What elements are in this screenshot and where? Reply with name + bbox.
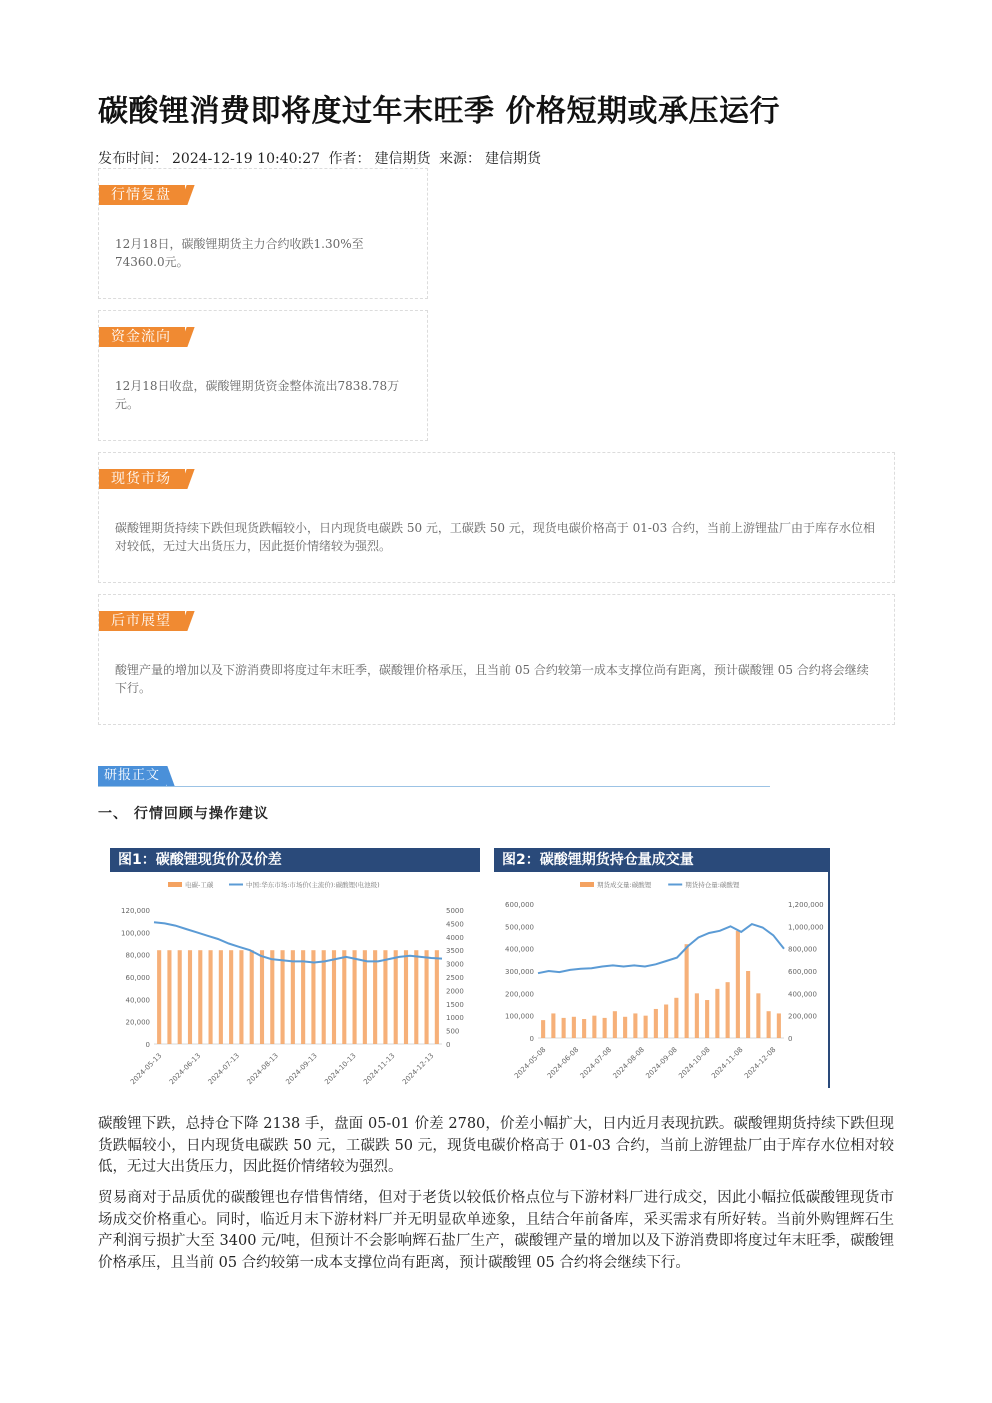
legend-swatch [168, 882, 182, 887]
x-tick-label: 2024-11-08 [710, 1045, 745, 1081]
chart-title: 图2：碳酸锂期货持仓量成交量 [494, 848, 830, 872]
x-tick-label: 2024-12-08 [742, 1045, 778, 1081]
subheading: 一、 行情回顾与操作建议 [98, 806, 269, 822]
bar [383, 950, 387, 1044]
y-left-tick-label: 100,000 [121, 929, 150, 938]
y-right-tick-label: 600,000 [788, 968, 817, 976]
y-right-tick-label: 800,000 [788, 945, 817, 954]
x-tick-label: 2024-09-13 [284, 1051, 319, 1087]
bar [572, 1017, 576, 1038]
legend-swatch [580, 882, 594, 887]
card-tag: 现货市场 [99, 469, 185, 489]
card-tag: 资金流向 [99, 327, 185, 347]
chart-spot-price [110, 848, 480, 1088]
author-label: 作者： [328, 151, 371, 167]
bar [188, 950, 192, 1044]
bar [746, 971, 750, 1038]
bar [250, 950, 254, 1044]
y-left-tick-label: 0 [529, 1035, 534, 1043]
bar [311, 950, 315, 1044]
bar [425, 950, 429, 1044]
x-tick-label: 2024-06-08 [545, 1045, 581, 1081]
bar [767, 1011, 771, 1038]
x-tick-label: 2024-10-08 [677, 1045, 712, 1081]
bar [756, 993, 760, 1038]
y-left-tick-label: 500,000 [505, 923, 534, 932]
y-right-tick-label: 3000 [446, 960, 464, 969]
source: 建信期货 [484, 151, 541, 167]
bar [281, 950, 285, 1044]
source-label: 来源： [438, 151, 481, 167]
bar [404, 950, 408, 1044]
y-right-tick-label: 500 [446, 1027, 460, 1036]
card-text: 12月18日，碳酸锂期货主力合约收跌1.30%至74360.0元。 [115, 237, 364, 269]
bar [342, 950, 346, 1044]
bar [664, 1005, 668, 1039]
bar [291, 950, 295, 1044]
bar [613, 1011, 617, 1038]
section-tag: 研报正文 [98, 766, 166, 786]
bar [715, 989, 719, 1038]
bar [592, 1016, 596, 1038]
card-market-review [98, 168, 428, 299]
card-text: 酸锂产量的增加以及下游消费即将度过年末旺季，碳酸锂价格承压，且当前 05 合约较第一成本支撑位尚有距离，预计碳酸锂 05 合约将会继续下行。 [115, 663, 869, 695]
series-line [154, 922, 442, 962]
bar [726, 982, 730, 1038]
bar [414, 950, 418, 1044]
y-right-tick-label: 5000 [446, 907, 464, 915]
legend-label: 电碳-工碳 [185, 881, 214, 889]
bar [363, 950, 367, 1044]
x-tick-label: 2024-08-13 [245, 1051, 280, 1087]
x-tick-label: 2024-09-08 [644, 1045, 679, 1081]
card-text: 碳酸锂期货持续下跌但现货跌幅较小，日内现货电碳跌 50 元，工碳跌 50 元，现货电碳价格高于 01-03 合约，当前上游锂盐厂由于库存水位相对较低，无过大出货压力，因此挺价情绪较为强烈。 [115, 521, 876, 553]
page-title: 碳酸锂消费即将度过年末旺季 价格短期或承压运行 [98, 94, 780, 129]
y-right-tick-label: 1000 [446, 1014, 464, 1023]
bar [260, 950, 264, 1044]
publish-time: 2024-12-19 10:40:27 [172, 151, 321, 167]
x-tick-label: 2024-07-08 [578, 1045, 614, 1081]
bar [167, 950, 171, 1044]
bar [322, 950, 326, 1044]
x-tick-label: 2024-05-08 [512, 1045, 548, 1081]
y-right-tick-label: 2500 [446, 974, 464, 982]
bar [644, 1016, 648, 1038]
card-spot-market [98, 452, 895, 583]
bar [157, 950, 161, 1044]
bar [219, 950, 223, 1044]
body-paragraph-2: 贸易商对于品质优的碳酸锂也存惜售情绪，但对于老货以较低价格点位与下游材料厂进行成交，因此小幅拉低碳酸锂现货市场成交价格重心。同时，临近月末下游材料厂并无明显砍单迹象，且结合年前备库，采买需求有所好转。当前外购锂辉石生产利润亏损扩大至 3400 元/吨，但预计不会影响辉石盐厂生产，碳酸锂产量的增加以及下游消费即将度过年末旺季，碳酸锂价格承压，且当前 05 合约较第一成本支撑位尚有距离，预计碳酸锂 05 合约将会继续下行。 [98, 1190, 894, 1271]
bar [270, 950, 274, 1044]
y-left-tick-label: 200,000 [505, 990, 534, 999]
series-line [538, 924, 784, 973]
bar [198, 950, 202, 1044]
bar [633, 1013, 637, 1038]
y-left-tick-label: 400,000 [505, 945, 534, 954]
y-right-tick-label: 1,000,000 [788, 923, 824, 932]
bar [541, 1020, 545, 1038]
y-right-tick-label: 1,200,000 [788, 901, 824, 909]
bar [654, 1009, 658, 1038]
card-outlook [98, 594, 895, 725]
bar [394, 950, 398, 1044]
y-right-tick-label: 4500 [446, 920, 464, 929]
section-bar [98, 766, 770, 787]
y-left-tick-label: 100,000 [505, 1012, 534, 1021]
x-tick-label: 2024-11-13 [362, 1051, 397, 1087]
bar [435, 950, 439, 1044]
card-tag: 后市展望 [99, 611, 185, 631]
bar [301, 950, 305, 1044]
card-text: 12月18日收盘，碳酸锂期货资金整体流出7838.78万元。 [115, 379, 400, 411]
bar [777, 1013, 781, 1038]
y-left-tick-label: 0 [145, 1041, 150, 1049]
y-left-tick-label: 20,000 [125, 1018, 150, 1027]
bar [674, 998, 678, 1038]
article-meta [98, 148, 545, 168]
chart-right-border [828, 848, 830, 1088]
legend-label: 期货成交量:碳酸锂 [597, 881, 652, 889]
y-right-tick-label: 0 [446, 1041, 451, 1049]
y-right-tick-label: 4000 [446, 933, 464, 942]
bar [582, 1019, 586, 1038]
chart-title: 图1：碳酸锂现货价及价差 [110, 848, 480, 872]
body-paragraph-1: 碳酸锂下跌，总持仓下降 2138 手，盘面 05-01 价差 2780，价差小幅扩大，日内近月表现抗跌。碳酸锂期货持续下跌但现货跌幅较小，日内现货电碳跌 50 元，工碳跌 50 元，现货电碳价格高于 01-03 合约，当前上游锂盐厂由于库存水位相对较低，无过大出货压力，因此挺价情绪较为强烈。 [98, 1116, 894, 1175]
x-tick-label: 2024-07-13 [206, 1051, 242, 1087]
y-right-tick-label: 400,000 [788, 990, 817, 999]
chart-open-interest [494, 848, 830, 1088]
y-right-tick-label: 3500 [446, 947, 464, 956]
x-tick-label: 2024-05-13 [128, 1051, 164, 1087]
y-left-tick-label: 60,000 [125, 974, 150, 982]
bar [685, 944, 689, 1038]
bar [736, 931, 740, 1038]
publish-label: 发布时间： [98, 151, 168, 167]
card-tag: 行情复盘 [99, 185, 185, 205]
bar [705, 1000, 709, 1038]
bar [373, 950, 377, 1044]
x-tick-label: 2024-12-13 [400, 1051, 436, 1087]
bar [353, 950, 357, 1044]
bar [603, 1018, 607, 1038]
y-right-tick-label: 1500 [446, 1000, 464, 1009]
y-right-tick-label: 0 [788, 1035, 793, 1043]
y-left-tick-label: 300,000 [505, 968, 534, 976]
legend-label: 中国:华东市场:市场价(主流价):碳酸锂(电池级) [246, 881, 380, 889]
chart-spot-price-plot [110, 872, 480, 1088]
bar [209, 950, 213, 1044]
bar [623, 1017, 627, 1038]
y-left-tick-label: 120,000 [121, 907, 150, 915]
chart-open-interest-plot [494, 872, 830, 1088]
y-right-tick-label: 2000 [446, 987, 464, 996]
x-tick-label: 2024-06-13 [167, 1051, 203, 1087]
y-right-tick-label: 200,000 [788, 1012, 817, 1021]
y-left-tick-label: 80,000 [125, 951, 150, 960]
y-left-tick-label: 40,000 [125, 996, 150, 1005]
bar [178, 950, 182, 1044]
bar [695, 993, 699, 1038]
bar [551, 1013, 555, 1038]
author: 建信期货 [374, 151, 431, 167]
bar [332, 950, 336, 1044]
legend-label: 期货持仓量:碳酸锂 [685, 881, 740, 889]
x-tick-label: 2024-08-08 [611, 1045, 646, 1081]
bar [562, 1018, 566, 1038]
y-left-tick-label: 600,000 [505, 901, 534, 909]
x-tick-label: 2024-10-13 [323, 1051, 358, 1087]
card-capital-flow [98, 310, 428, 441]
bar [229, 950, 233, 1044]
bar [239, 950, 243, 1044]
